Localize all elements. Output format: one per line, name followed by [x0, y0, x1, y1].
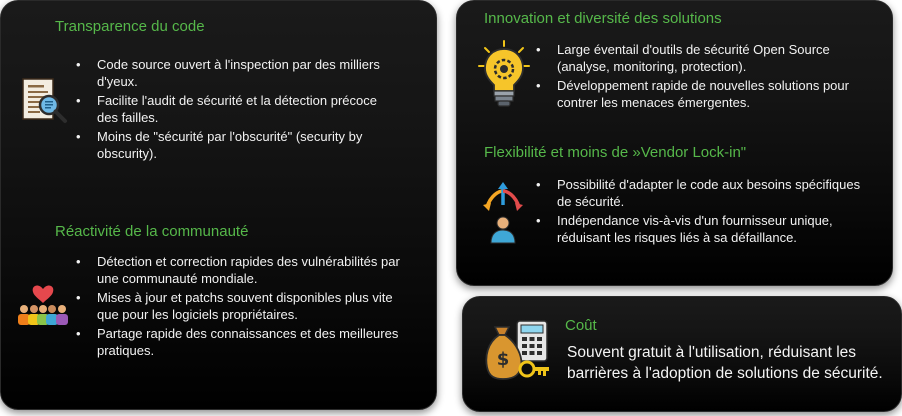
flexibilite-list	[557, 176, 877, 246]
transparence-title: Transparence du code	[55, 18, 205, 35]
innovation-list	[557, 41, 877, 111]
list-item: • Partage rapide des connaissances et des meilleures pratiques.	[97, 325, 407, 359]
left-card	[0, 0, 437, 410]
list-item: • Large éventail d'outils de sécurité Open Source (analyse, monitoring, protection).	[557, 41, 877, 75]
innovation-title: Innovation et diversité des solutions	[484, 10, 722, 27]
community-heart-icon	[15, 275, 71, 331]
reactivite-list	[97, 253, 407, 359]
cost-card	[462, 296, 902, 412]
document-magnifier-icon	[19, 75, 71, 127]
list-item: • Développement rapide de nouvelles solutions pour contrer les menaces émergentes.	[557, 77, 877, 111]
flexibilite-title: Flexibilité et moins de »Vendor Lock-in"	[484, 144, 747, 161]
transparence-list	[97, 56, 397, 162]
svg-text:$: $	[496, 349, 510, 370]
money-bag-calculator-icon	[483, 317, 553, 383]
cost-text: Souvent gratuit à l'utilisation, réduisant les barrières à l'adoption de solutions de sécurité.	[567, 344, 883, 382]
list-item: • Détection et correction rapides des vulnérabilités par une communauté mondiale.	[97, 253, 407, 287]
decision-arrows-icon	[479, 181, 527, 247]
list-item: • Moins de "sécurité par l'obscurité" (security by obscurity).	[97, 128, 397, 162]
list-item: • Code source ouvert à l'inspection par des milliers d'yeux.	[97, 56, 397, 90]
list-item: • Mises à jour et patchs souvent disponibles plus vite que pour les logiciels propriétaires.	[97, 289, 407, 323]
right-top-card	[456, 0, 893, 286]
list-item: • Possibilité d'adapter le code aux besoins spécifiques de sécurité.	[557, 176, 877, 210]
list-item: • Facilite l'audit de sécurité et la détection précoce des failles.	[97, 92, 397, 126]
cost-title: Coût	[565, 317, 597, 334]
list-item: • Indépendance vis-à-vis d'un fournisseur unique, réduisant les risques liés à sa défaillance.	[557, 212, 877, 246]
lightbulb-gear-icon	[477, 39, 531, 113]
reactivite-title: Réactivité de la communauté	[55, 223, 249, 240]
